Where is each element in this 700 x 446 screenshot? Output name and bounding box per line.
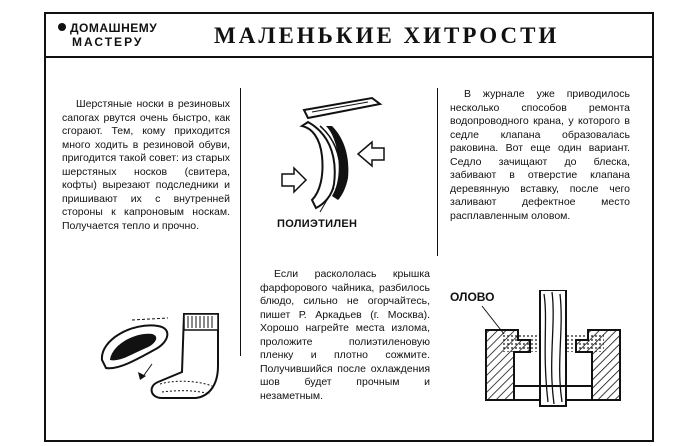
column-divider-right: [437, 88, 438, 256]
arrow-left-icon: [358, 142, 384, 166]
article-faucet-text: В журнале уже приводилось несколько способов ремонта водопроводного крана, у которого в седле клапана образовалась раковина. Вот еще один вариант. Седло зачищают до блеска, забивают в отверстие клапана деревянную вставку, после чего заливают дефектное место расплавленным оловом.: [450, 88, 630, 222]
insole-drawing: [102, 318, 168, 380]
rubric-line2: МАСТЕРУ: [72, 35, 144, 49]
arrow-right-icon: [282, 168, 306, 192]
bullet-icon: [58, 23, 66, 31]
rubric-line1: ДОМАШНЕМУ: [70, 21, 158, 35]
page-title: МАЛЕНЬКИЕ ХИТРОСТИ: [214, 23, 560, 48]
article-socks-text: Шерстяные носки в резиновых сапогах рвутся очень быстро, как сгорают. Тем, кому приходится много ходить в резиновой обуви, пригодится такой совет: из старых шерстяных носков (свитера, кофты) вырезают подследники и пришивают их с внутренней стороны к капроновым носкам. Получается тепло и прочно.: [62, 98, 230, 232]
article-china: [260, 268, 430, 403]
sock-illustration: [92, 300, 232, 410]
tin-label: ОЛОВО: [450, 290, 495, 304]
valve-seat-illustration: [478, 290, 628, 410]
column-divider-left: [240, 88, 241, 356]
header: [46, 14, 652, 58]
polyethylene-label: ПОЛИЭТИЛЕН: [277, 218, 358, 230]
article-faucet: [450, 88, 630, 223]
article-socks: [62, 98, 230, 233]
teapot-lid-illustration: [268, 92, 398, 218]
article-china-text: Если раскололась крышка фарфорового чайника, разбилось блюдо, сильно не огорчайтесь, пишет Р. Аркадьев (г. Москва). Хорошо нагрейте места излома, проложите полиэтиленовую пленку и плотно сожмите. Получившийся после охлаждения шов будет прочным и незаметным.: [260, 268, 430, 402]
rubric: [58, 21, 188, 49]
